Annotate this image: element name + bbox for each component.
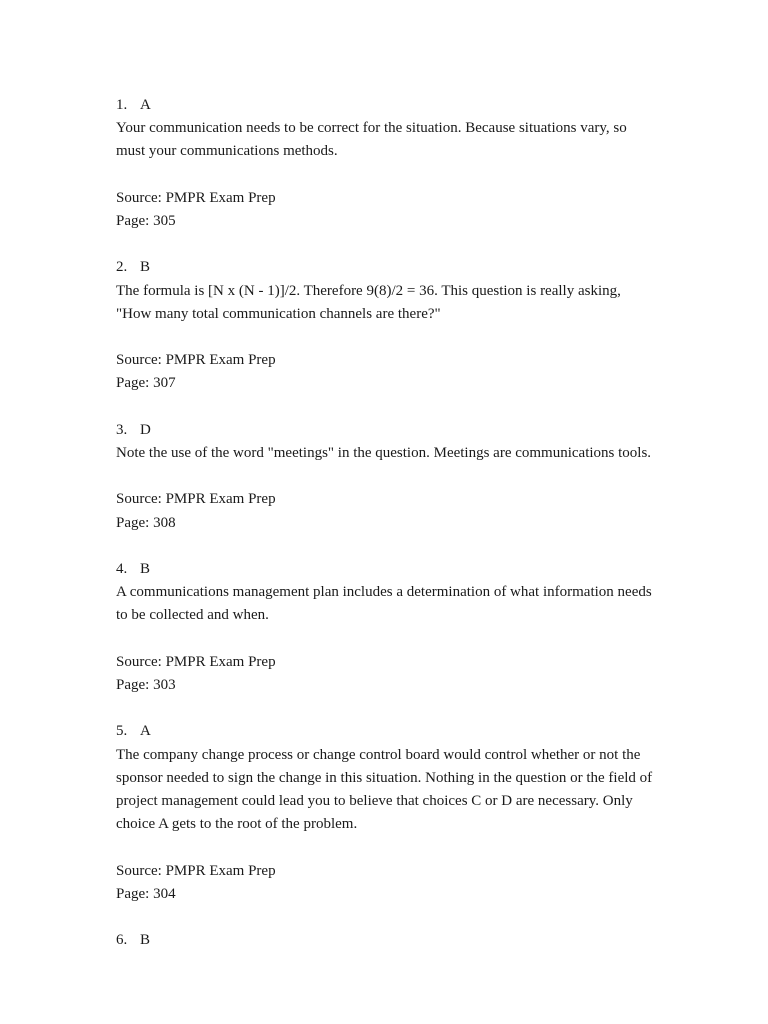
answer-explanation: The formula is [N x (N - 1)]/2. Therefore 9(8)/2 = 36. This question is really asking, "How many total communication channels are there?" <box>116 282 621 322</box>
answer-heading <box>116 558 656 581</box>
answer-letter: A <box>140 97 151 113</box>
answer-explanation: A communications management plan includes a determination of what information needs to be collected and when. <box>116 584 652 624</box>
answer-number: 4. <box>116 560 128 577</box>
answer-explanation: The company change process or change control board would control whether or not the sponsor needed to sign the change in this situation. Nothing in the question or the field of project management could lead you to believe that choices C or D are necessary. Only choice A gets to the root of the problem. <box>116 746 653 833</box>
answer-letter: B <box>140 932 151 949</box>
answer-item <box>116 94 656 233</box>
answer-source: Source: PMPR Exam Prep <box>116 189 276 206</box>
answer-explanation: Note the use of the word "meetings" in the question. Meetings are communications tools. <box>116 444 652 461</box>
answer-page: Page: 303 <box>116 676 176 693</box>
answer-heading <box>116 929 656 952</box>
answer-page: Page: 305 <box>116 213 176 229</box>
answer-source: Source: PMPR Exam Prep <box>116 862 276 879</box>
answer-source: Source: PMPR Exam Prep <box>116 653 276 670</box>
answer-letter: B <box>140 560 151 577</box>
answer-source: Source: PMPR Exam Prep <box>116 491 276 508</box>
answer-page: Page: 307 <box>116 375 176 392</box>
paragraph-gap <box>116 164 656 187</box>
answer-letter: B <box>140 259 151 276</box>
answer-source: Source: PMPR Exam Prep <box>116 352 276 369</box>
answer-number: 6. <box>116 932 128 949</box>
answer-number: 5. <box>116 723 128 740</box>
answer-number: 3. <box>116 421 128 438</box>
answer-explanation: Your communication needs to be correct for the situation. Because situations vary, so must your communications methods. <box>116 120 627 160</box>
answer-letter: A <box>140 723 151 740</box>
answer-page: Page: 308 <box>116 514 176 531</box>
answer-number: 2. <box>116 259 128 276</box>
answer-letter: D <box>140 421 151 438</box>
answer-heading <box>116 256 656 279</box>
paragraph-gap <box>116 628 656 651</box>
answer-page: Page: 304 <box>116 885 176 902</box>
answer-item <box>116 929 656 952</box>
paragraph-gap <box>116 326 656 349</box>
answer-heading <box>116 94 656 117</box>
answer-key-page <box>116 94 656 976</box>
paragraph-gap <box>116 836 656 859</box>
paragraph-gap <box>116 465 656 488</box>
answer-heading <box>116 419 656 442</box>
answer-number: 1. <box>116 97 128 113</box>
answer-item <box>116 720 656 906</box>
answer-heading <box>116 720 656 743</box>
answer-item <box>116 419 656 535</box>
answer-item <box>116 558 656 697</box>
answer-item <box>116 256 656 395</box>
